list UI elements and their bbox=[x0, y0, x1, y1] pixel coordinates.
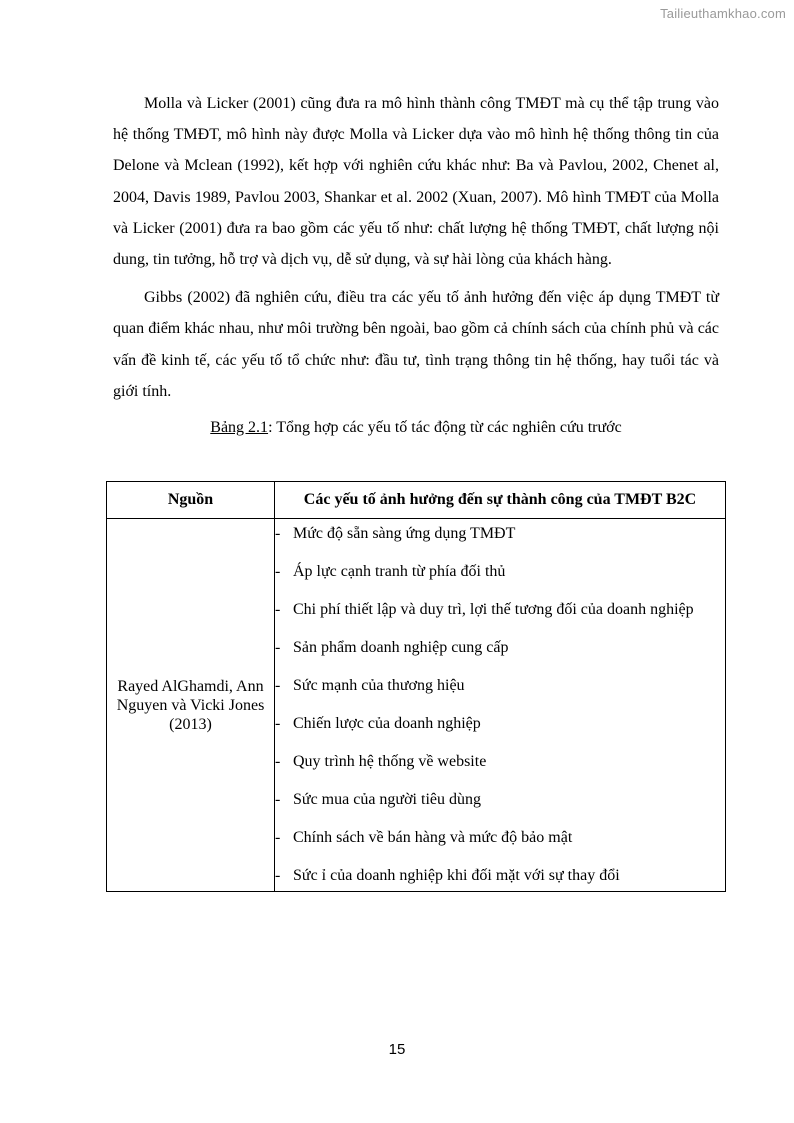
paragraph-gibbs: Gibbs (2002) đã nghiên cứu, điều tra các yếu tố ảnh hưởng đến việc áp dụng TMĐT từ quan điểm khác nhau, như môi trường bên ngoài, bao gồm cả chính sách của chính phủ và các vấn đề kinh tế, các yếu tố tổ chức như: đầu tư, tình trạng thông tin hệ thống, hay tuổi tác và giới tính. bbox=[113, 289, 719, 400]
table-caption-label: Bảng 2.1 bbox=[210, 419, 269, 437]
list-item: - Sức mạnh của thương hiệu bbox=[275, 671, 725, 701]
document-body bbox=[113, 88, 719, 441]
watermark: Tailieuthamkhao.com bbox=[660, 6, 786, 21]
list-item: - Quy trình hệ thống về website bbox=[275, 747, 725, 777]
bullet-dash: - bbox=[275, 791, 281, 808]
list-item: - Chính sách về bán hàng và mức độ bảo mật bbox=[275, 823, 725, 853]
bullet-dash: - bbox=[275, 753, 281, 770]
list-item: - Sản phẩm doanh nghiệp cung cấp bbox=[275, 633, 725, 663]
bullet-dash: - bbox=[275, 715, 281, 732]
list-item: - Sức mua của người tiêu dùng bbox=[275, 785, 725, 815]
table-caption-text: : Tổng hợp các yếu tố tác động từ các nghiên cứu trước bbox=[268, 419, 622, 437]
bullet-dash: - bbox=[275, 601, 281, 618]
paragraph-molla-licker: Molla và Licker (2001) cũng đưa ra mô hình thành công TMĐT mà cụ thể tập trung vào hệ thống TMĐT, mô hình này được Molla và Licker dựa vào mô hình hệ thống thông tin của Delone và Mclean (1992), kết hợp với nghiên cứu khác như: Ba và Pavlou, 2002, Chenet al, 2004, Davis 1989, Pavlou 2003, Shankar et al. 2002 (Xuan, 2007). Mô hình TMĐT của Molla và Licker (2001) đưa ra bao gồm các yếu tố như: chất lượng hệ thống TMĐT, chất lượng nội dung, tin tưởng, hỗ trợ và dịch vụ, dễ sử dụng, và sự hài lòng của khách hàng. bbox=[113, 95, 719, 269]
table-header-row bbox=[107, 482, 726, 519]
bullet-dash: - bbox=[275, 867, 281, 884]
bullet-dash: - bbox=[275, 525, 281, 542]
table-caption bbox=[113, 415, 719, 441]
bullet-dash: - bbox=[275, 677, 281, 694]
header-factors: Các yếu tố ảnh hưởng đến sự thành công của TMĐT B2C bbox=[275, 482, 726, 519]
source-cell: Rayed AlGhamdi, Ann Nguyen và Vicki Jones (2013) bbox=[107, 519, 275, 892]
bullet-dash: - bbox=[275, 563, 281, 580]
table-row bbox=[107, 519, 726, 892]
bullet-dash: - bbox=[275, 829, 281, 846]
page-number: 15 bbox=[388, 1041, 406, 1058]
factors-table bbox=[106, 481, 726, 892]
list-item: - Chi phí thiết lập và duy trì, lợi thế tương đối của doanh nghiệp bbox=[275, 595, 725, 625]
list-item: - Sức ỉ của doanh nghiệp khi đối mặt với sự thay đổi bbox=[275, 861, 725, 891]
list-item: - Chiến lược của doanh nghiệp bbox=[275, 709, 725, 739]
bullet-dash: - bbox=[275, 639, 281, 656]
list-item: - Áp lực cạnh tranh từ phía đối thủ bbox=[275, 557, 725, 587]
factors-list bbox=[275, 519, 725, 891]
factors-cell bbox=[275, 519, 726, 892]
header-source: Nguồn bbox=[107, 482, 275, 519]
list-item: - Mức độ sẵn sàng ứng dụng TMĐT bbox=[275, 519, 725, 549]
